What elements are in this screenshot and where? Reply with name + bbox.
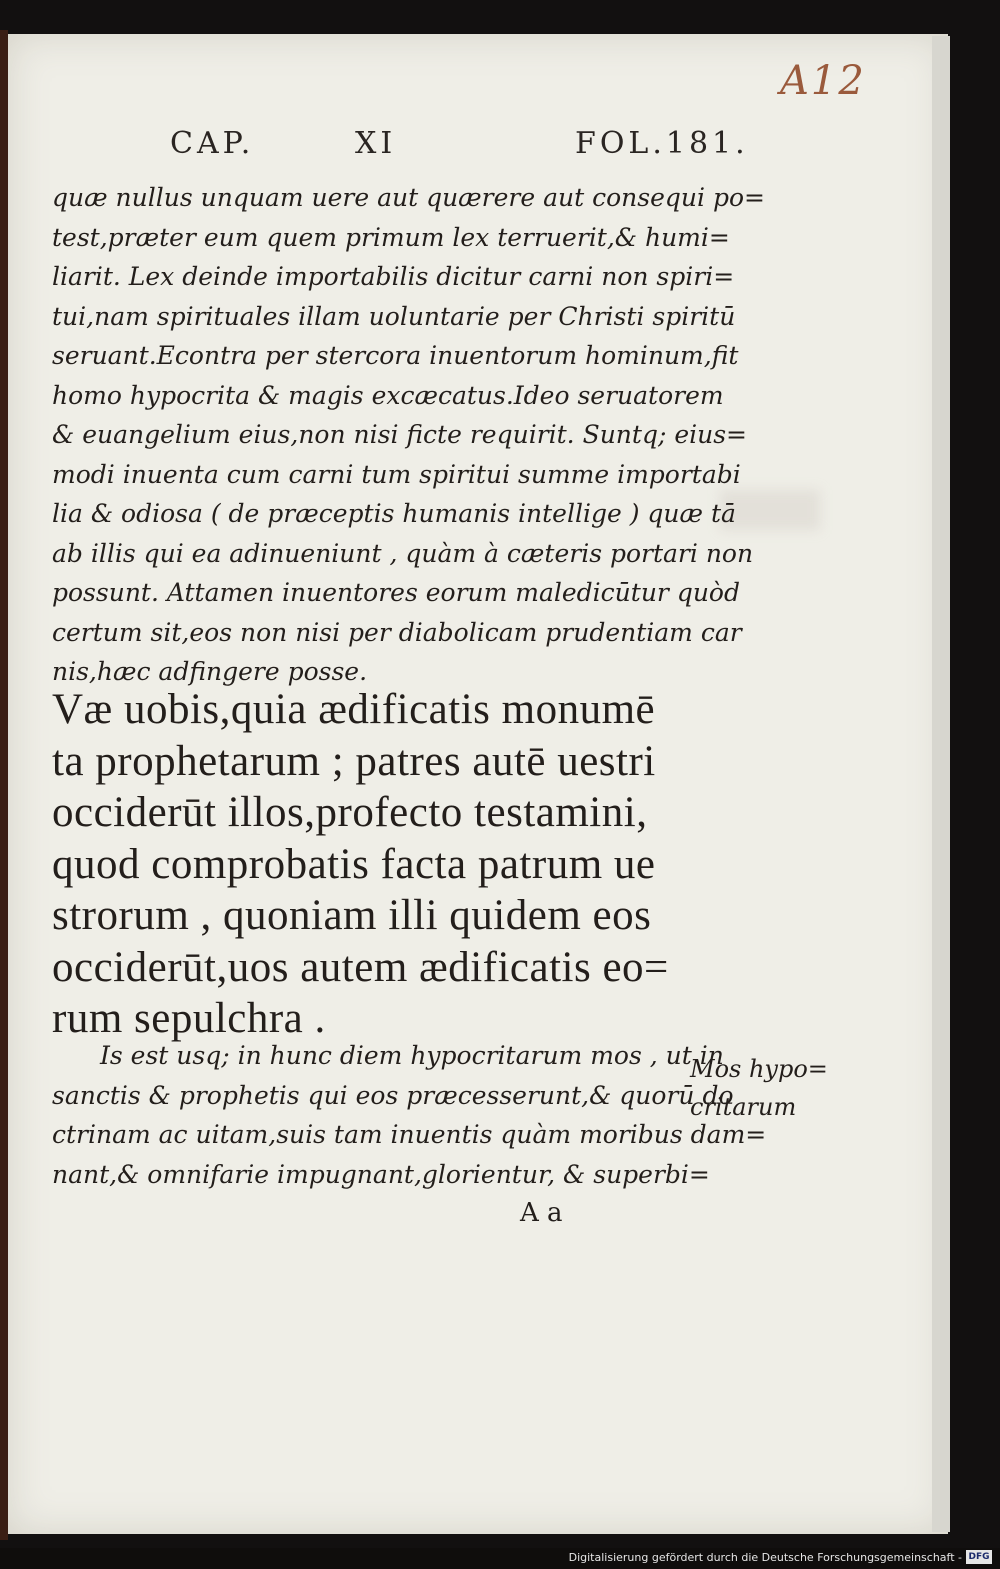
binding-edge <box>0 30 8 1540</box>
pencil-folio-annotation: A12 <box>780 58 866 104</box>
text-line: liarit. Lex deinde importabilis dicitur carni non spiri= <box>52 262 735 291</box>
commentary-block-1 <box>52 178 765 692</box>
digitization-credit: Digitalisierung gefördert durch die Deutsche Forschungsgemeinschaft - <box>568 1551 962 1564</box>
text-line: homo hypocrita & magis excæcatus.Ideo seruatorem <box>52 380 724 410</box>
scripture-line: quod comprobatis facta patrum ue <box>52 840 656 888</box>
running-head-chapter-number: XI <box>355 126 397 161</box>
dfg-logo: DFG <box>966 1550 992 1564</box>
scripture-line: ta prophetarum ; patres autē uestri <box>52 737 656 785</box>
scripture-line: occiderūt,uos autem ædificatis eo= <box>52 943 669 991</box>
text-line: Is est usq; in hunc diem hypocritarum mos , ut in <box>100 1041 724 1070</box>
text-line: possunt. Attamen inuentores eorum maledicūtur quòd <box>52 578 740 607</box>
text-line: lia & odiosa ( de præceptis humanis intellige ) quæ tā <box>52 499 736 528</box>
text-line: seruant.Econtra per stercora inuentorum hominum,fit <box>52 341 739 370</box>
running-head-folio: FOL.181. <box>575 126 749 161</box>
scripture-line: Væ uobis,quia ædificatis monumē <box>52 686 656 733</box>
text-line: ctrinam ac uitam,suis tam inuentis quàm moribus dam= <box>52 1120 767 1149</box>
running-head-cap: CAP. <box>170 126 255 161</box>
text-line: quæ nullus unquam uere aut quærere aut consequi po= <box>52 183 765 212</box>
text-line: test,præter eum quem primum lex terruerit,& humi= <box>52 222 730 252</box>
marginal-note-line: Mos hypo= <box>690 1055 828 1083</box>
text-line: certum sit,eos non nisi per diabolicam prudentiam car <box>52 617 742 647</box>
scripture-quotation-block <box>52 684 702 1045</box>
signature-mark: A a <box>520 1198 563 1228</box>
text-line: & euangelium eius,non nisi ficte requirit. Suntq; eius= <box>52 420 747 449</box>
marginal-note-line: critarum <box>690 1093 797 1121</box>
text-line: nant,& omnifarie impugnant,glorientur, & superbi= <box>52 1159 710 1189</box>
text-line: ab illis qui ea adinueniunt , quàm à cæteris portari non <box>52 538 754 568</box>
text-line: modi inuenta cum carni tum spiritui summe importabi <box>52 459 741 489</box>
marginal-note <box>690 1050 840 1126</box>
text-line: nis,hæc adfingere posse. <box>52 657 368 686</box>
text-line: sanctis & prophetis qui eos præcesserunt,& quorū do <box>52 1080 734 1110</box>
scripture-line: strorum , quoniam illi quidem eos <box>52 892 652 939</box>
text-line: tui,nam spirituales illam uoluntarie per Christi spiritū <box>52 301 736 331</box>
page-fore-edge <box>932 36 950 1532</box>
scripture-line: occiderūt illos,profecto testamini, <box>52 789 648 836</box>
scripture-line: rum sepulchra . <box>52 995 326 1042</box>
